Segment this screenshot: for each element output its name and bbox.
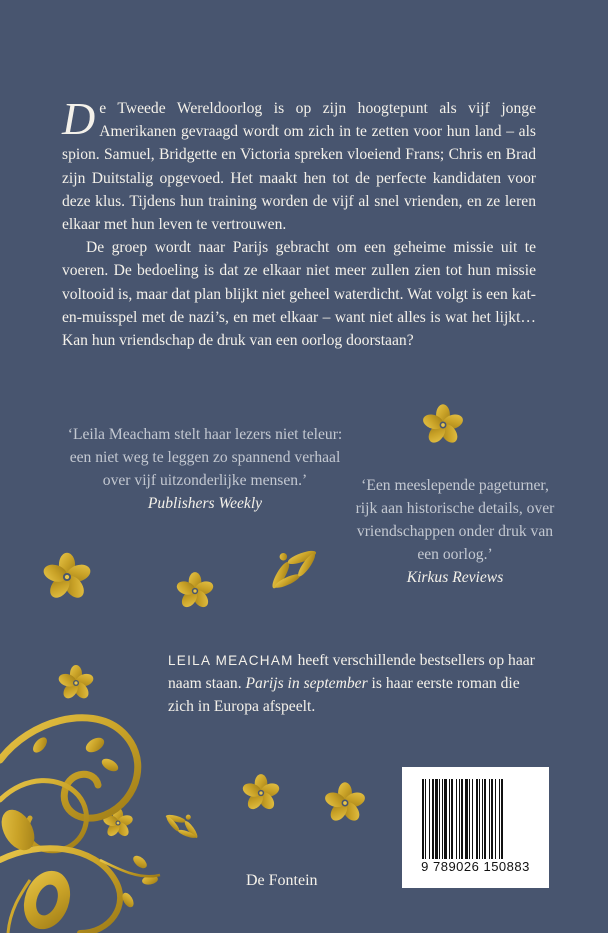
dragonfly-icon	[258, 535, 333, 609]
barcode-bar	[495, 779, 496, 859]
quote-source: Publishers Weekly	[147, 495, 263, 512]
barcode-bars	[422, 779, 530, 859]
blurb-text-1: e Tweede Wereldoorlog is op zijn hoogtepunt als vijf jonge Amerikanen gevraagd wordt om zich in te zetten voor hun land – als spion. Samuel, Bridgette en Victoria spreken vloeiend Frans; Chris en Brad zijn Duitstalig opgevoed. Het maakt hen tot de perfecte kandidaten voor deze klus. Tijdens hun training worden de vijf al snel vrienden, en ze leren elkaar met hun leven te vertrouwen.	[62, 100, 536, 234]
barcode-bar	[484, 779, 486, 859]
barcode	[402, 767, 549, 888]
barcode-bar	[469, 779, 470, 859]
flower-icon	[41, 553, 92, 602]
author-name: LEILA MEACHAM	[168, 653, 294, 668]
barcode-bar	[456, 779, 457, 859]
quote-text: ‘Leila Meacham stelt haar lezers niet teleur: een niet weg te leggen zo spannend verhaal over vijf uitzonderlijke mensen.’	[67, 426, 343, 489]
blurb-paragraph-2: De groep wordt naar Parijs gebracht om een geheime missie uit te voeren. De bedoeling is dat ze elkaar niet meer zullen zien tot hun missie voltooid is, maar dat plan blijkt niet geheel waterdicht. Wat volgt is een kat-en-muisspel met de nazi’s, en met elkaar – want niet alles is wat het lijkt… Kan hun vriendschap de druk van een oorlog doorstaan?	[62, 239, 536, 350]
dragonfly-icon	[155, 804, 206, 853]
barcode-bar	[435, 779, 438, 859]
author-text-2: is haar eerste roman die zich in Europa afspeelt.	[168, 675, 520, 715]
barcode-bar	[489, 779, 490, 859]
flower-icon	[175, 572, 215, 610]
quote-source: Kirkus Reviews	[406, 569, 504, 586]
barcode-bar	[459, 779, 460, 859]
barcode-bar	[451, 779, 453, 859]
publisher-name: De Fontein	[246, 872, 318, 889]
flower-icon	[241, 774, 281, 812]
barcode-bar	[476, 779, 478, 859]
barcode-bar	[432, 779, 434, 859]
barcode-bar	[461, 779, 463, 859]
book-title: Parijs in september	[245, 675, 368, 692]
barcode-bar	[444, 779, 447, 859]
barcode-bar	[479, 779, 480, 859]
flower-icon	[57, 665, 95, 701]
barcode-bar	[499, 779, 500, 859]
barcode-bar	[429, 779, 430, 859]
barcode-bar	[449, 779, 450, 859]
barcode-bar	[482, 779, 483, 859]
barcode-bar	[425, 779, 426, 859]
isbn-number: 9 789026 150883	[421, 859, 530, 874]
paisley-ornament	[0, 718, 160, 933]
barcode-bar	[442, 779, 443, 859]
barcode-bar	[465, 779, 468, 859]
drop-cap: D	[62, 93, 96, 144]
author-text-1: heeft verschillende bestsellers op haar naam staan.	[168, 652, 535, 692]
flower-icon	[421, 404, 465, 446]
barcode-bar	[472, 779, 473, 859]
barcode-bar	[501, 779, 503, 859]
barcode-bar	[439, 779, 440, 859]
flower-icon	[323, 782, 367, 824]
barcode-bar	[422, 779, 424, 859]
barcode-bar	[491, 779, 493, 859]
quote-text: ‘Een meeslepende pageturner, rijk aan historische details, over vriendschappen onder druk van een oorlog.’	[355, 477, 555, 563]
